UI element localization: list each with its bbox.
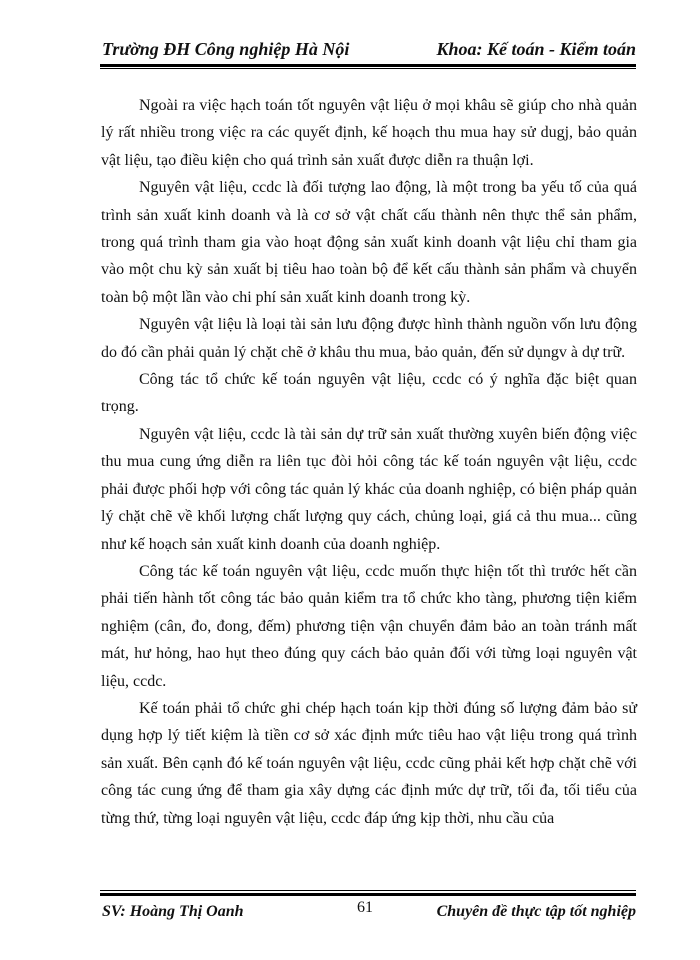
paragraph: Nguyên vật liệu, ccdc là tài sản dự trữ sản xuất thường xuyên biến động việc thu mua cung ứng diễn ra liên tục đòi hỏi công tác kế toán nguyên vật liệu, ccdc phải được phối hợp với công tác quản lý khác của doanh nghiệp, có biện pháp quản lý chặt chẽ về khối lượng chất lượng quy cách, chủng loại, giá cả thu mua... cũng như kế hoạch sản xuất kinh doanh của doanh nghiệp. bbox=[101, 425, 637, 553]
footer-rule-thin bbox=[100, 890, 636, 891]
paragraph: Kế toán phải tổ chức ghi chép hạch toán kịp thời đúng số lượng đảm bảo sử dụng hợp lý tiết kiệm là tiền cơ sở xác định mức tiêu hao vật liệu trong quá trình sản xuất. Bên cạnh đó kế toán nguyên vật liệu, ccdc cũng phải kết hợp chặt chẽ với công tác cung ứng để tham gia xây dựng các định mức dự trữ, tối đa, tối tiểu của từng thứ, từng loại nguyên vật liệu, ccdc đáp ứng kịp thời, nhu cầu của bbox=[101, 699, 637, 827]
header-school-name: Trường ĐH Công nghiệp Hà Nội bbox=[102, 39, 350, 59]
header-faculty: Khoa: Kế toán - Kiểm toán bbox=[436, 39, 636, 59]
footer-student-name: SV: Hoàng Thị Oanh bbox=[102, 903, 244, 920]
page-footer bbox=[100, 899, 636, 924]
footer-rule-thick bbox=[100, 893, 636, 896]
paragraph: Nguyên vật liệu, ccdc là đối tượng lao động, là một trong ba yếu tố của quá trình sản xuất kinh doanh và là cơ sở vật chất cấu thành nên thực thể sản phẩm, trong quá trình tham gia vào hoạt động sản xuất kinh doanh vật liệu chỉ tham gia vào một chu kỳ sản xuất bị tiêu hao toàn bộ để kết cấu thành sản phẩm và chuyển toàn bộ một lần vào chi phí sản xuất kinh doanh trong kỳ. bbox=[101, 179, 637, 306]
page-number: 61 bbox=[357, 899, 373, 916]
header-rule-thin bbox=[100, 68, 636, 69]
paragraph: Công tác tổ chức kế toán nguyên vật liệu, ccdc có ý nghĩa đặc biệt quan trọng. bbox=[101, 371, 637, 416]
paragraph: Nguyên vật liệu là loại tài sản lưu động được hình thành nguồn vốn lưu động do đó cần phải quản lý chặt chẽ ở khâu thu mua, bảo quản, đến sử dụngv à dự trữ. bbox=[101, 316, 637, 361]
paragraph: Ngoài ra việc hạch toán tốt nguyên vật liệu ở mọi khâu sẽ giúp cho nhà quản lý rất nhiều trong việc ra các quyết định, kế hoạch thu mua hay sử dugj, bảo quản vật liệu, tạo điều kiện cho quá trình sản xuất được diễn ra thuận lợi. bbox=[101, 97, 637, 169]
header-rule-thick bbox=[100, 64, 636, 67]
footer-report-title: Chuyên đề thực tập tốt nghiệp bbox=[436, 903, 636, 920]
paragraph: Công tác kế toán nguyên vật liệu, ccdc muốn thực hiện tốt thì trước hết cần phải tiến hành tốt công tác bảo quản kiểm tra tổ chức kho tàng, phương tiện kiểm nghiệm (cân, đo, đong, đếm) phương tiện vận chuyển đảm bảo an toàn tránh mất mát, hư hỏng, hao hụt theo đúng quy cách bảo quản đối với từng loại nguyên vật liệu, ccdc. bbox=[101, 562, 637, 690]
body-text bbox=[101, 92, 637, 832]
page-header bbox=[100, 38, 636, 64]
